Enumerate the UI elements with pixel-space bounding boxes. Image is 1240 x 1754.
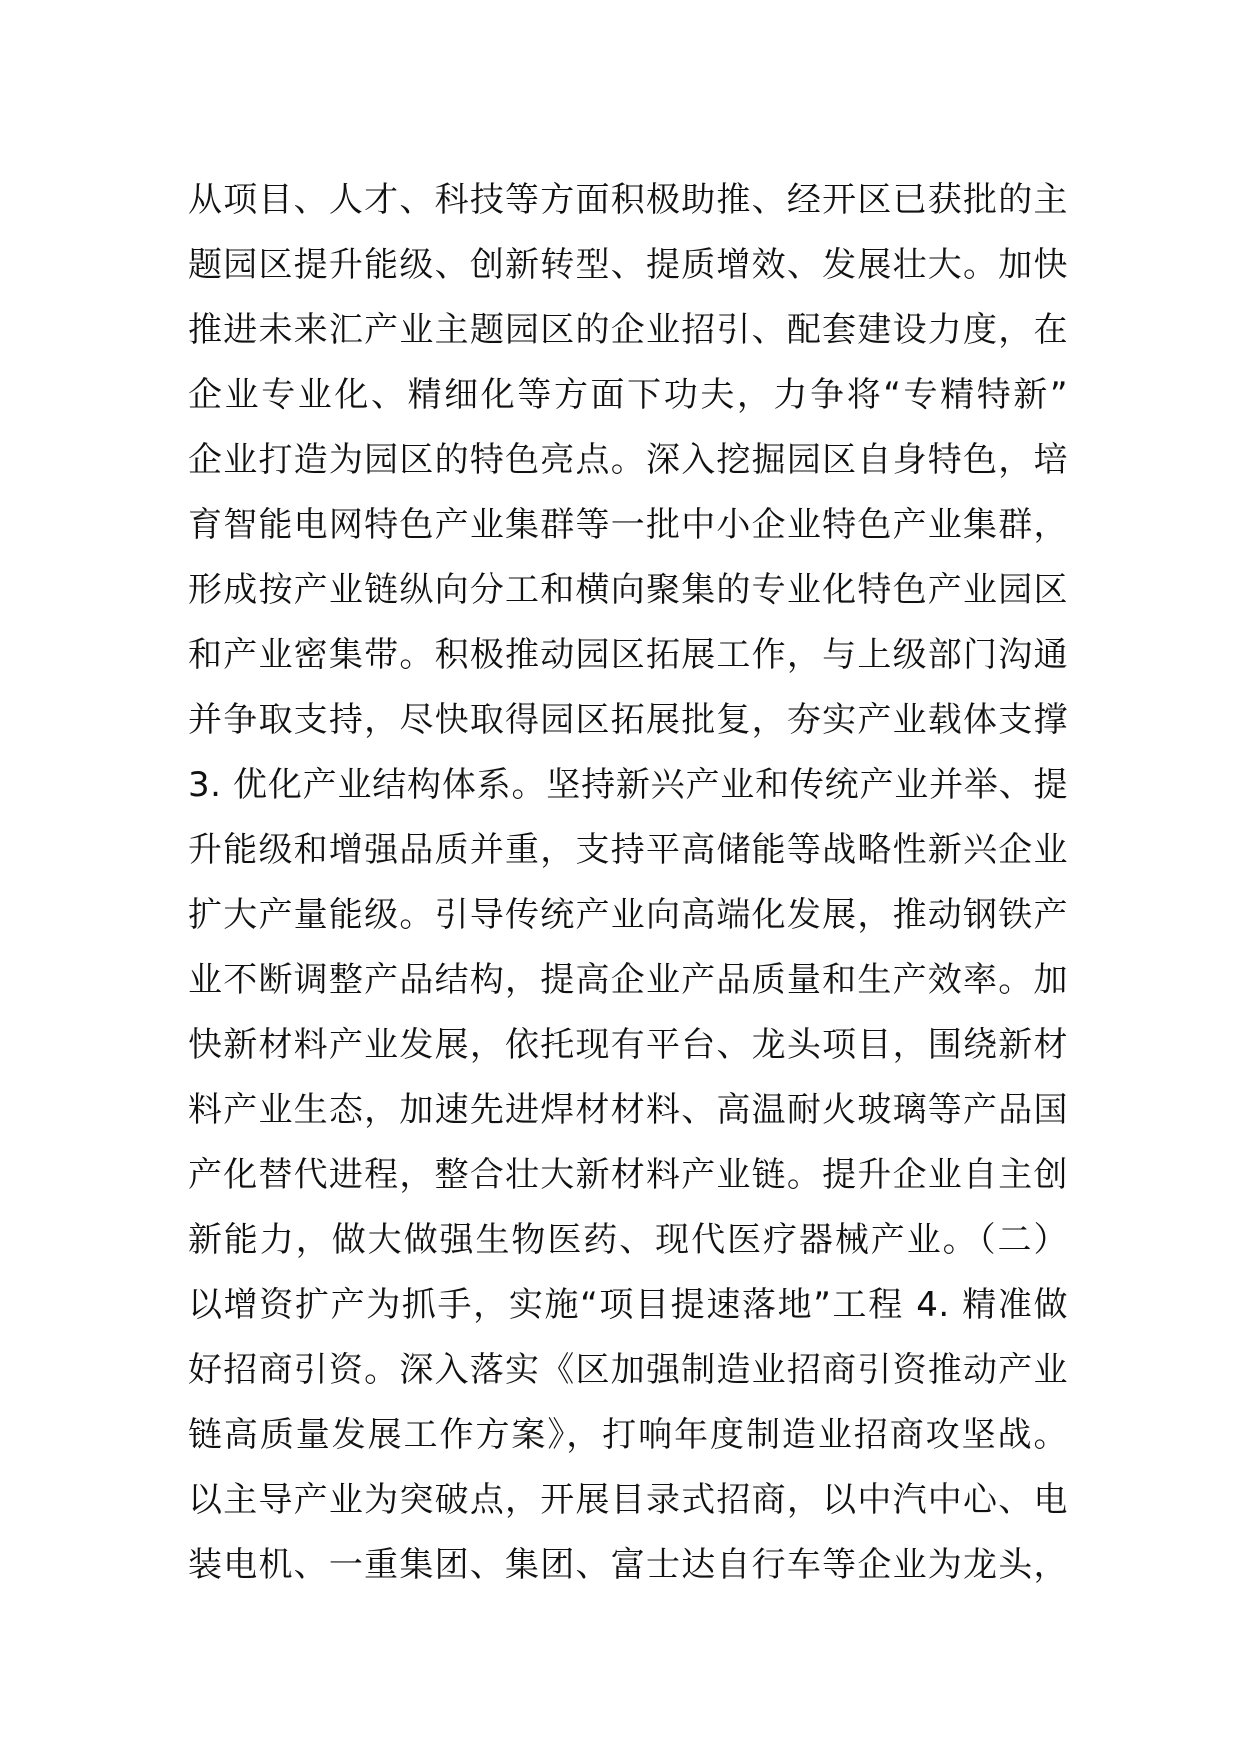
text-line-22: 装电机、一重集团、集团、富士达自行车等企业为龙头， bbox=[188, 1545, 1068, 1585]
body-text bbox=[188, 168, 1068, 1598]
text-line-18: 以增资扩产为抓手，实施“项目提速落地”工程 4. 精准做 bbox=[188, 1285, 1068, 1325]
text-line-3: 推进未来汇产业主题园区的企业招引、配套建设力度，在 bbox=[188, 310, 1068, 350]
text-line-14: 快新材料产业发展，依托现有平台、龙头项目，围绕新材 bbox=[188, 1025, 1068, 1065]
text-line-16: 产化替代进程，整合壮大新材料产业链。提升企业自主创 bbox=[188, 1155, 1068, 1195]
text-line-21: 以主导产业为突破点，开展目录式招商，以中汽中心、电 bbox=[188, 1480, 1068, 1520]
text-line-10: 3. 优化产业结构体系。坚持新兴产业和传统产业并举、提 bbox=[188, 765, 1068, 805]
text-line-13: 业不断调整产品结构，提高企业产品质量和生产效率。加 bbox=[188, 960, 1068, 1000]
text-line-19: 好招商引资。深入落实《区加强制造业招商引资推动产业 bbox=[188, 1350, 1068, 1390]
text-line-1: 从项目、人才、科技等方面积极助推、经开区已获批的主 bbox=[188, 180, 1068, 220]
text-line-15: 料产业生态，加速先进焊材材料、高温耐火玻璃等产品国 bbox=[188, 1090, 1068, 1130]
text-line-6: 育智能电网特色产业集群等一批中小企业特色产业集群， bbox=[188, 505, 1068, 545]
text-line-2: 题园区提升能级、创新转型、提质增效、发展壮大。加快 bbox=[188, 245, 1068, 285]
text-line-4: 企业专业化、精细化等方面下功夫，力争将“专精特新” bbox=[188, 375, 1068, 415]
text-line-5: 企业打造为园区的特色亮点。深入挖掘园区自身特色，培 bbox=[188, 440, 1068, 480]
text-line-9: 并争取支持，尽快取得园区拓展批复，夯实产业载体支撑 bbox=[188, 700, 1068, 740]
text-line-8: 和产业密集带。积极推动园区拓展工作，与上级部门沟通 bbox=[188, 635, 1068, 675]
text-line-12: 扩大产量能级。引导传统产业向高端化发展，推动钢铁产 bbox=[188, 895, 1068, 935]
text-line-17: 新能力，做大做强生物医药、现代医疗器械产业。（二） bbox=[188, 1220, 1068, 1260]
text-line-7: 形成按产业链纵向分工和横向聚集的专业化特色产业园区 bbox=[188, 570, 1068, 610]
text-line-11: 升能级和增强品质并重，支持平高储能等战略性新兴企业 bbox=[188, 830, 1068, 870]
text-line-20: 链高质量发展工作方案》，打响年度制造业招商攻坚战。 bbox=[188, 1415, 1068, 1455]
